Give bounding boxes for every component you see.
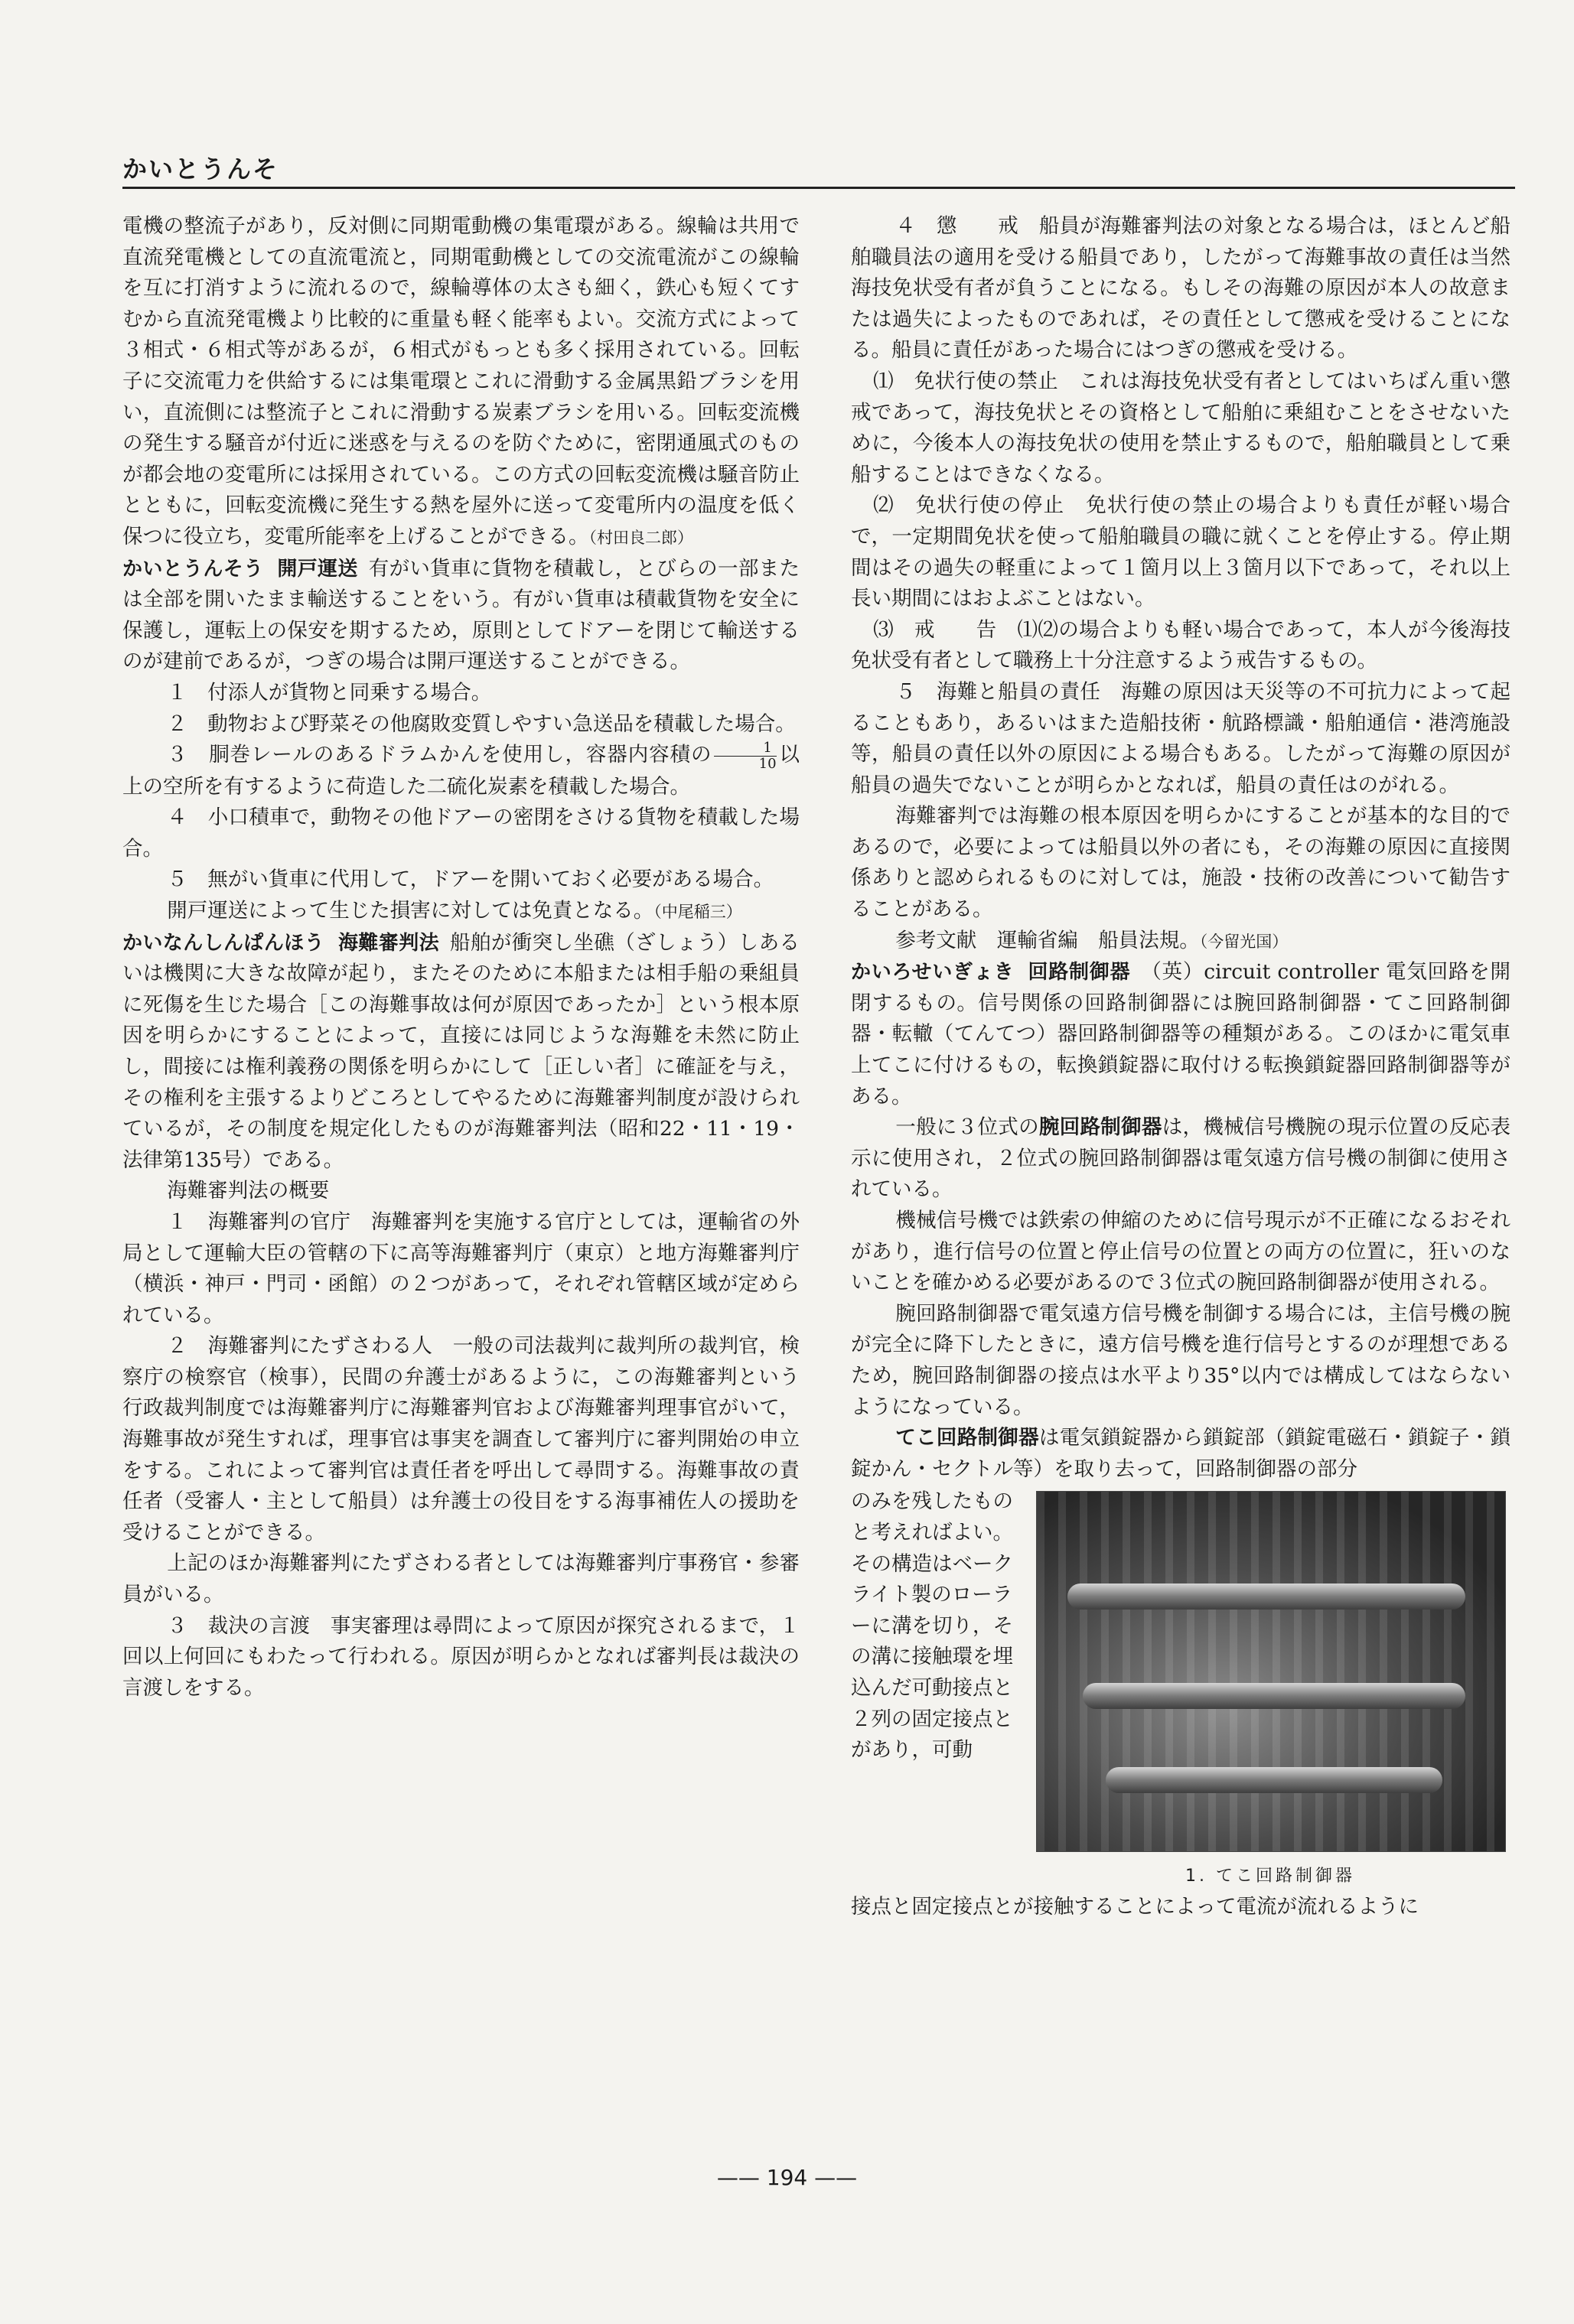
fraction-denominator: 10 [758, 755, 777, 772]
paragraph [851, 1112, 1510, 1206]
entry-term: 海難審判法 [338, 931, 440, 955]
entry-headword [851, 961, 1141, 984]
paragraph: 腕回路制御器で電気遠方信号機を制御する場合には，主信号機の腕が完全に降下したときに，遠方信号機を進行信号とするのが理想であるため，腕回路制御器の接点は水平より35°以内では構成してはならないようになっている。 [851, 1301, 1510, 1419]
list-item [122, 740, 800, 802]
section-paragraph: ２ 海難審判にたずさわる人 一般の司法裁判に裁判所の裁判官，検察庁の検察官（検事），民間の弁護士があるように，この海難審判という行政裁判制度では海難審判庁に海難審判官および海難審判理事官がいて，海難事故が発生すれば，理事官は事実を調査して審判庁に審判開始の申立をする。これによって審判官は責任者を呼出して尋問する。海難事故の責任者（受審人・主として船員）は弁護士の役目をする海事補佐人の援助を受けることができる。 [122, 1334, 800, 1544]
entry-term: 回路制御器 [1028, 961, 1131, 985]
author-credit: （中尾稲三） [653, 902, 742, 921]
author-credit: （今留光国） [1199, 932, 1289, 951]
bold-term: てこ回路制御器 [895, 1426, 1039, 1450]
entry-headword [122, 932, 450, 955]
left-column [122, 211, 800, 1704]
entry-headword [122, 558, 369, 581]
entry-text: （英）circuit controller 電気回路を開閉するもの。信号関係の回路制御器には腕回路制御器・てこ回路制御器・転轍（てんてつ）器回路制御器等の種類がある。このほかに電気車上てこに付けるもの，転換鎖錠器に取付ける転換鎖錠器回路制御器等がある。 [851, 960, 1510, 1108]
section-paragraph: １ 海難審判の官庁 海難審判を実施する官庁としては，運輸省の外局として運輸大臣の管轄の下に高等海難審判庁（東京）と地方海難審判庁（横浜・神戸・門司・函館）の２つがあって，それぞれ管轄区域が定められている。 [122, 1209, 800, 1327]
entry-term: 開戸運送 [277, 557, 358, 581]
section-paragraph: ４ 懲 戒 船員が海難審判法の対象となる場合は，ほとんど船舶職員法の適用を受ける船員であり，したがって海難事故の責任は当然海技免状受有者が負うことになる。もしその海難の原因が本人の故意または過失によったものであれば，その責任として懲戒を受けることになる。船員に責任があった場合にはつぎの懲戒を受ける。 [851, 214, 1510, 363]
right-column [851, 211, 1510, 1923]
paragraph [122, 211, 800, 554]
roller-shape [1106, 1767, 1442, 1793]
reference-text: 参考文献 運輸省編 船員法規。 [895, 928, 1200, 952]
figure-caption: 1. てこ回路制御器 [1185, 1867, 1355, 1886]
list-item: １ 付添人が貨物と同乗する場合。 [167, 680, 492, 705]
paragraph: 接点と固定接点とが接触することによって電流が流れるように [851, 1895, 1419, 1919]
entry-kana: かいとうんそう [122, 557, 264, 581]
paragraph-text: 一般に３位式の [895, 1115, 1039, 1140]
paragraph-text: は，機械信号機腕の現示位置の反応表示に使用され，２位式の腕回路制御器は電気遠方信号機の制御に使用されている。 [851, 1115, 1511, 1202]
roller-shape [1067, 1584, 1465, 1610]
section-paragraph: ３ 裁決の言渡 事実審理は尋問によって原因が探究されるまで，１回以上何回にもわたって行われる。原因が明らかとなれば審判長は裁決の言渡しをする。 [122, 1613, 800, 1700]
list-item: ⑴ 免状行使の禁止 これは海技免状受有者としてはいちばん重い懲戒であって，海技免状とその資格として船舶に乗組むことをさせないために，今後本人の海技免状の使用を禁止するもので，船舶職員として乗船することはできなくなる。 [851, 369, 1510, 487]
header-rule [122, 187, 1515, 189]
paragraph-text: 電機の整流子があり，反対側に同期電動機の集電環がある。線輪は共用で直流発電機としての直流電流と，同期電動機としての交流電流がこの線輪を互に打消すように流れるので，線輪導体の太さも細く，鉄心も短くてすむから直流発電機より比較的に重量も軽く能率もよい。交流方式によって３相式・６相式等があるが，６相式がもっとも多く採用されている。回転子に交流電力を供給するには集電環とこれに滑動する金属黒鉛ブラシを用い，直流側には整流子とこれに滑動する炭素ブラシを用いる。回転変流機の発生する騒音が付近に迷惑を与えるのを防ぐために，密閉通風式のものが都会地の変電所には採用されている。この方式の回転変流機は騒音防止とともに，回転変流機に発生する熱を屋外に送って変電所内の温度を低く保つに役立ち，変電所能率を上げることができる。 [122, 214, 800, 548]
fraction [714, 740, 776, 772]
section-paragraph: ５ 海難と船員の責任 海難の原因は天災等の不可抗力によって起ることもあり，あるいはまた造船技術・航路標識・船舶通信・港湾施設等，船員の責任以外の原因による場合もある。したがって海難の原因が船員の過失でないことが明らかとなれば，船員の責任はのがれる。 [851, 679, 1510, 797]
page-number: —— 194 —— [716, 2165, 858, 2190]
list-item-text: ３ 胴巻レールのあるドラムかんを使用し，容器内容積の [167, 743, 712, 767]
roller-shape [1083, 1683, 1465, 1709]
entry-kana: かいろせいぎょき [851, 961, 1015, 985]
paragraph-text: 開戸運送によって生じた損害に対しては免責となる。 [167, 898, 654, 923]
page-header-title: かいとうんそ [122, 155, 279, 184]
entry-kaitounsou [122, 554, 800, 678]
bold-term: 腕回路制御器 [1038, 1115, 1162, 1140]
list-item-text: 以上の空所を有するように荷造した二硫化炭素を積載した場合。 [122, 743, 800, 799]
entry-kainanshinpanhou [122, 928, 800, 1177]
references [851, 926, 1510, 958]
wrapped-text: のみを残したものと考えればよい。その構造はベークライト製のローラーに溝を切り，その溝に接触環を埋込んだ可動接点と２列の固定接点とがあり，可動 [851, 1489, 1013, 1763]
fraction-numerator: 1 [714, 740, 776, 757]
list-item: ４ 小口積車で，動物その他ドアーの密閉をさける貨物を積載した場合。 [122, 806, 800, 861]
list-item: ⑶ 戒 告 ⑴⑵の場合よりも軽い場合であって，本人が今後海技免状受有者として職務上十分注意するよう戒告するもの。 [851, 617, 1510, 673]
paragraph: 機械信号機では鉄索の伸縮のために信号現示が不正確になるおそれがあり，進行信号の位置と停止信号の位置との両方の位置に，狂いのないことを確かめる必要があるので３位式の腕回路制御器が使用される。 [851, 1209, 1510, 1295]
entry-text: 船舶が衝突し坐礁（ざしょう）しあるいは機関に大きな故障が起り，またそのために本船または相手船の乗組員に死傷を生じた場合［この海難事故は何が原因であったか］という根本原因を明らかにすることによって，直接には同じような海難を未然に防止し，間接には権利義務の関係を明らかにして［正しい者］に確証を与え，その権利を主張するよりどころとしてやるために海難審判制度が設けられているが，その制度を規定化したものが海難審判法（昭和22・11・19・法律第135号）である。 [122, 930, 800, 1172]
list-item: ２ 動物および野菜その他腐敗変質しやすい急送品を積載した場合。 [167, 711, 796, 736]
lever-circuit-controller-photo [1036, 1491, 1506, 1852]
figure-block [851, 1486, 1510, 1892]
subheading: 海難審判法の概要 [167, 1179, 330, 1203]
entry-text: 有がい貨車に貨物を積載し，とびらの一部または全部を開いたまま輸送することをいう。有がい貨車は積載貨物を安全に保護し，運転上の保安を期するため，原則としてドアーを閉じて輸送するのが建前であるが，つぎの場合は開戸運送することができる。 [122, 556, 800, 674]
paragraph [122, 896, 800, 928]
list-item: ⑵ 免状行使の停止 免状行使の禁止の場合よりも責任が軽い場合で，一定期間免状を使って船舶職員の職に就くことを停止する。停止期間はその過失の軽重によって１箇月以上３箇月以下であって，それ以上長い期間にはおよぶことはない。 [851, 493, 1510, 611]
entry-kana: かいなんしんぱんほう [122, 931, 325, 955]
paragraph-text: は電気鎖錠器から鎖錠部（鎖錠電磁石・鎖錠子・鎖錠かん・セクトル等）を取り去って，回路制御器の部分 [851, 1426, 1511, 1481]
paragraph [851, 1423, 1510, 1485]
entry-kairoseigyoki [851, 957, 1510, 1112]
paragraph: 上記のほか海難審判にたずさわる者としては海難審判庁事務官・参審員がいる。 [122, 1551, 800, 1607]
list-item: ５ 無がい貨車に代用して，ドアーを開いておく必要がある場合。 [167, 867, 774, 892]
paragraph: 海難審判では海難の根本原因を明らかにすることが基本的な目的であるので，必要によっては船員以外の者にも，その海難の原因に直接関係ありと認められるものに対しては，施設・技術の改善について勧告することがある。 [851, 804, 1510, 922]
author-credit: （村田良二郎） [588, 528, 693, 547]
